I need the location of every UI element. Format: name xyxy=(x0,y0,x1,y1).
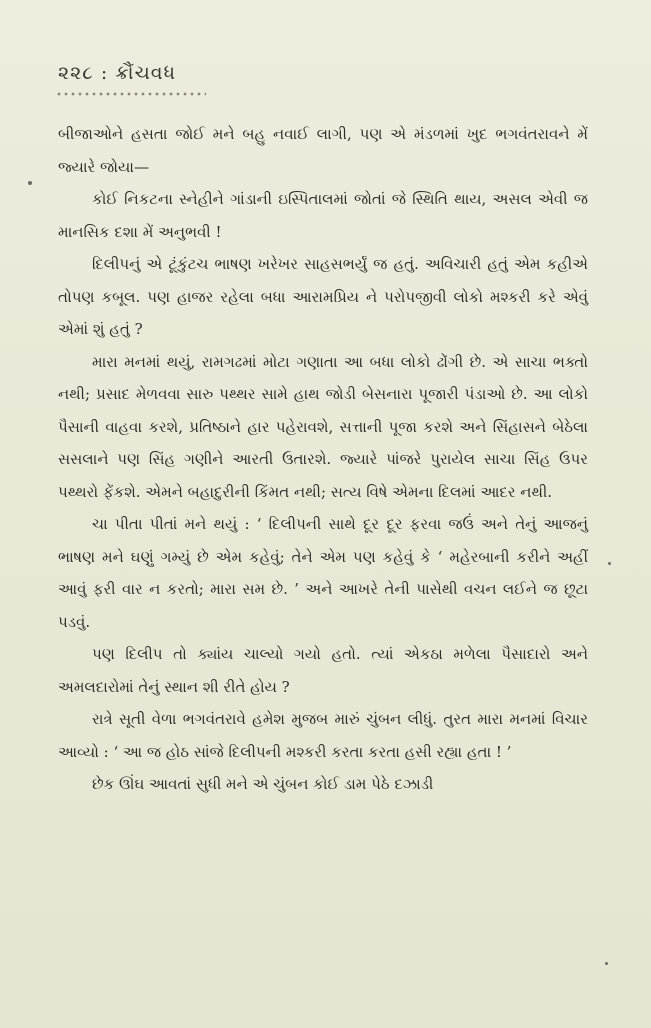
paragraph-6: પણ દિલીપ તો ક્યાંય ચાલ્યો ગયો હતો. ત્યાં એકઠા મળેલા પૈસાદારો અને અમલદારોમાં તેનું સ્થાન શી રીતે હોય ? xyxy=(58,645,588,696)
paragraph-1: બીજાઓને હસતા જોઈ મને બહુ નવાઈ લાગી, પણ એ મંડળમાં ખુદ ભગવંતરાવને મેં જ્યારે જોયા— xyxy=(58,125,588,176)
running-head xyxy=(58,62,176,84)
header-separator: : xyxy=(100,62,109,84)
paragraph-4: મારા મનમાં થયું, રામગઢમાં મોટા ગણાતા આ બધા લોકો ઢોંગી છે. એ સાચા ભક્તો નથી; પ્રસાદ મેળવવા સારુ પથ્થર સામે હાથ જોડી બેસનારા પૂજારી પંડાઓ છે. આ લોકો પૈસાની વાહવા કરશે, પ્રતિષ્ઠાને હાર પહેરાવશે, સત્તાની પૂજા કરશે અને સિંહાસને બેઠેલા સસલાને પણ સિંહ ગણીને આરતી ઉતારશે. જ્યારે પાંજરે પુરાયેલ સાચા સિંહ ઉપર પથ્થરો ફેંકશે. એમને બહાદુરીની કિંમત નથી; સત્ય વિષે એમના દિલમાં આદર નથી. xyxy=(58,352,588,501)
paragraph-2: કોઈ નિકટના સ્નેહીને ગાંડાની ઇસ્પિતાલમાં જોતાં જે સ્થિતિ થાય, અસલ એવી જ માનસિક દશા મેં અનુભવી ! xyxy=(58,190,588,241)
paragraph-8: છેક ઊંઘ આવતાં સુધી મને એ ચુંબન કોઈ ડામ પેઠે દઝાડી xyxy=(92,775,434,793)
page-number: ૨૨૮ xyxy=(58,62,94,84)
paragraph-3: દિલીપનું એ ટૂંકુંટચ ભાષણ ખરેખર સાહસભર્યું જ હતું. અવિચારી હતું એમ કહીએ તોપણ કબૂલ. પણ હાજર રહેલા બધા આરામપ્રિય ને પરોપજીવી લોકો મશ્કરી કરે એવું એમાં શું હતું ? xyxy=(58,255,588,338)
header-decorative-rule xyxy=(56,92,206,96)
print-speck xyxy=(605,962,608,965)
paragraph-5: ચા પીતા પીતાં મને થયું : ‘ દિલીપની સાથે દૂર દૂર ફરવા જઉં અને તેનું આજનું ભાષણ મને ઘણું ગમ્યું છે એમ કહેવું; તેને એમ પણ કહેવું કે ‘ મહેરબાની કરીને અહીં આવું ફરી વાર ન કરતો; મારા સમ છે. ’ અને આખરે તેની પાસેથી વચન લઈને જ છૂટા પડવું. xyxy=(58,515,588,631)
book-title: ક્રૌંચવધ xyxy=(115,62,176,84)
print-speck xyxy=(28,181,32,185)
paragraph-7: રાત્રે સૂતી વેળા ભગવંતરાવે હમેશ મુજબ મારું ચુંબન લીધું. તુરત મારા મનમાં વિચાર આવ્યો : ‘ આ જ હોઠ સાંજે દિલીપની મશ્કરી કરતા કરતા હસી રહ્યા હતા ! ’ xyxy=(58,710,588,761)
body-text xyxy=(58,118,588,801)
print-speck xyxy=(608,562,611,565)
